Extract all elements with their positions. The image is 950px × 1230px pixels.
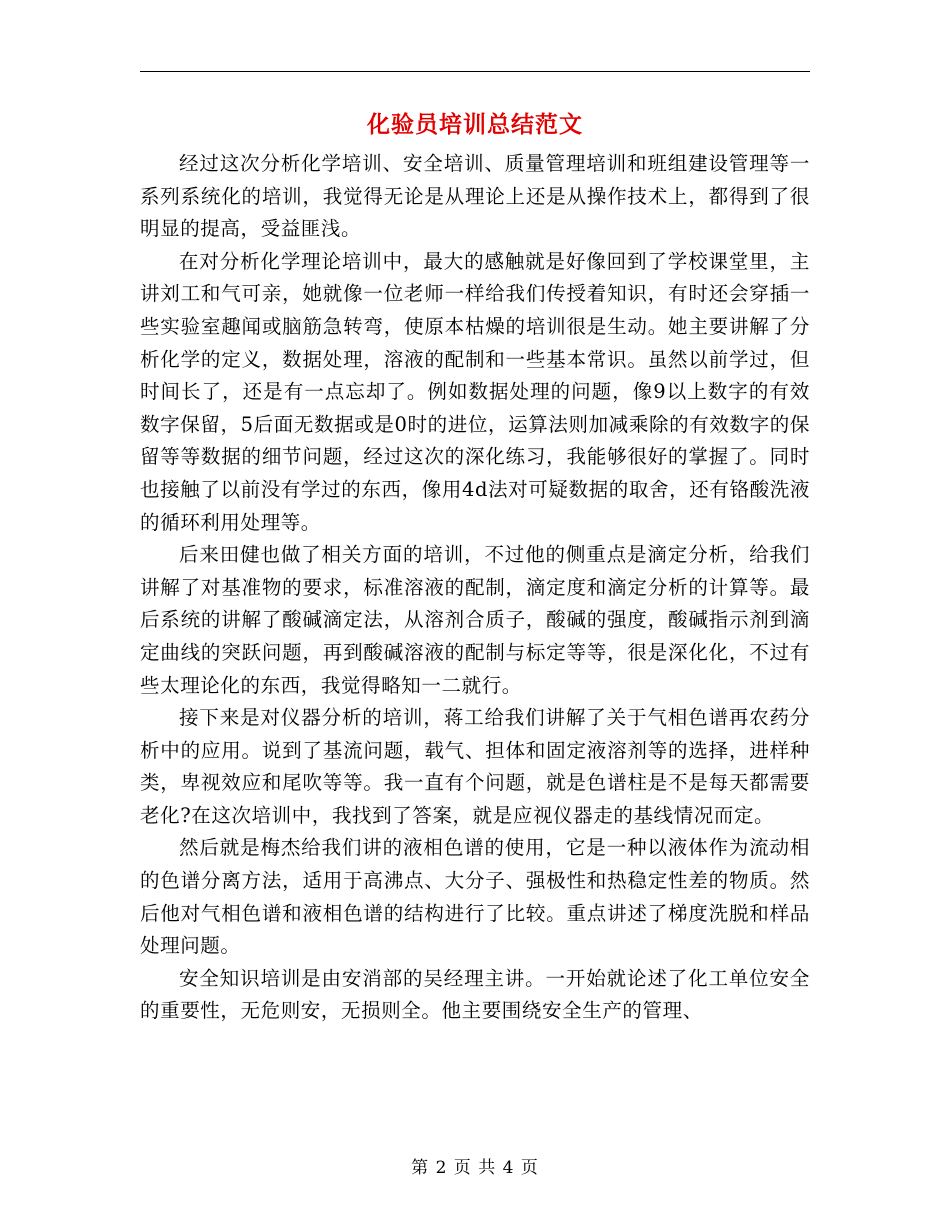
paragraph: 安全知识培训是由安消部的吴经理主讲。一开始就论述了化工单位安全的重要性，无危则安，无损则全。他主要围绕安全生产的管理、: [140, 966, 810, 1023]
paragraph: 经过这次分析化学培训、安全培训、质量管理培训和班组建设管理等一系列系统化的培训，我觉得无论是从理论上还是从操作技术上，都得到了很明显的提高，受益匪浅。: [140, 152, 810, 241]
paragraph: 在对分析化学理论培训中，最大的感触就是好像回到了学校课堂里，主讲刘工和气可亲，她就像一位老师一样给我们传授着知识，有时还会穿插一些实验室趣闻或脑筋急转弯，使原本枯燥的培训很是生动。她主要讲解了分析化学的定义，数据处理，溶液的配制和一些基本常识。虽然以前学过，但时间长了，还是有一点忘却了。例如数据处理的问题，像9以上数字的有效数字保留，5后面无数据或是0时的进位，运算法则加减乘除的有效数字的保留等等数据的细节问题，经过这次的深化练习，我能够很好的掌握了。同时也接触了以前没有学过的东西，像用4d法对可疑数据的取舍，还有铬酸洗液的循环利用处理等。: [140, 249, 810, 534]
page-number-footer: 第 2 页 共 4 页: [411, 1158, 539, 1178]
paragraph: 然后就是梅杰给我们讲的液相色谱的使用，它是一种以液体作为流动相的色谱分离方法，适用于高沸点、大分子、强极性和热稳定性差的物质。然后他对气相色谱和液相色谱的结构进行了比较。重点讲述了梯度洗脱和样品处理问题。: [140, 836, 810, 958]
document-body: [140, 148, 810, 1028]
paragraph: 接下来是对仪器分析的培训，蒋工给我们讲解了关于气相色谱再农药分析中的应用。说到了基流问题，载气、担体和固定液溶剂等的选择，进样种类，卑视效应和尾吹等等。我一直有个问题，就是色谱柱是不是每天都需要老化?在这次培训中，我找到了答案，就是应视仪器走的基线情况而定。: [140, 706, 810, 827]
paragraph: 后来田健也做了相关方面的培训，不过他的侧重点是滴定分析，给我们讲解了对基准物的要求，标准溶液的配制，滴定度和滴定分析的计算等。最后系统的讲解了酸碱滴定法，从溶剂合质子，酸碱的强度，酸碱指示剂到滴定曲线的突跃问题，再到酸碱溶液的配制与标定等等，很是深化化，不过有些太理论化的东西，我觉得略知一二就行。: [140, 543, 810, 697]
header-rule: [140, 71, 810, 72]
document-title: 化验员培训总结范文: [367, 111, 583, 138]
